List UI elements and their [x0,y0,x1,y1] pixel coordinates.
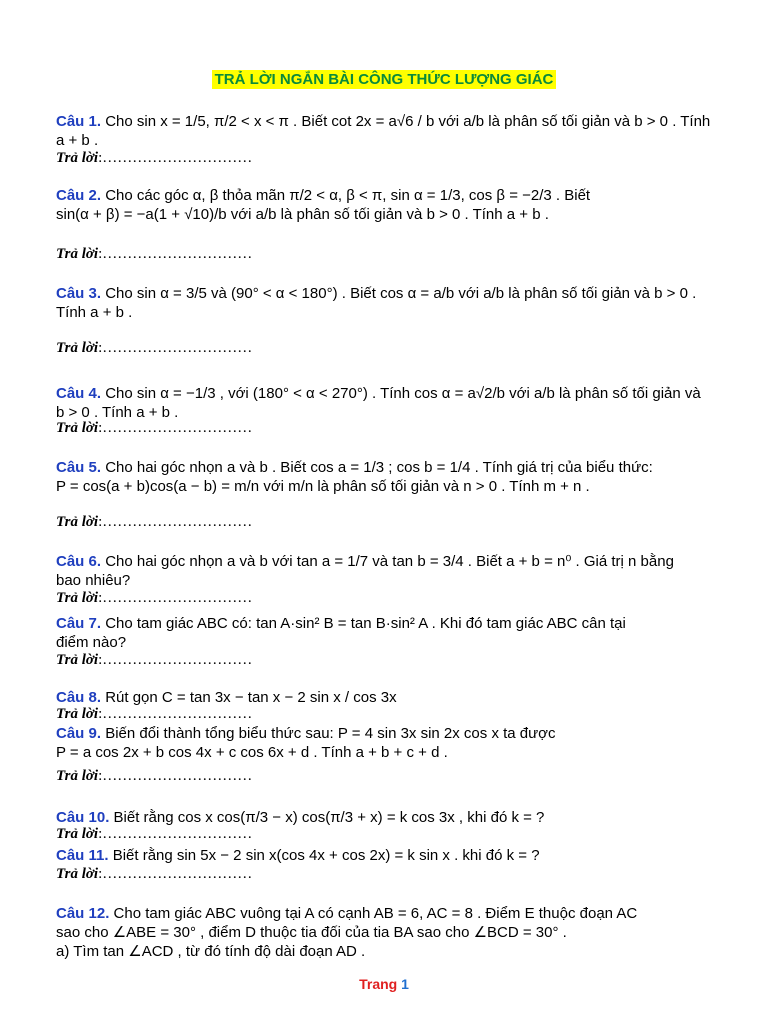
question-label: Câu 4. [56,385,102,402]
question-text-line-1: Biết rằng cos x cos(π/3 − x) cos(π/3 + x) = k cos 3x , khi đó k = ? [113,809,545,826]
question-text-line-2: điểm nào? [56,634,127,651]
question-8 [56,688,716,707]
answer-line-7: Trả lời:………………………… [56,652,253,668]
question-text-line-2: bao nhiêu? [56,572,131,589]
title-wrap [0,70,768,89]
question-text-line-1: Cho các góc α, β thỏa mãn π/2 < α, β < π, sin α = 1/3, cos β = −2/3 . Biết [105,187,591,204]
answer-line-6: Trả lời:………………………… [56,590,253,606]
question-text-line-1: Cho tam giác ABC vuông tại A có cạnh AB = 6, AC = 8 . Điểm E thuộc đoạn AC [113,905,638,922]
answer-line-4: Trả lời:………………………… [56,420,253,436]
answer-line-11: Trả lời:………………………… [56,866,253,882]
question-text-line-1: Biến đổi thành tổng biểu thức sau: P = 4 sin 3x sin 2x cos x ta được [105,725,556,742]
question-text-line-2: Tính a + b . [56,304,133,321]
page-title: TRẢ LỜI NGẮN BÀI CÔNG THỨC LƯỢNG GIÁC [212,70,557,89]
question-label: Câu 9. [56,725,102,742]
footer-page-number: 1 [401,976,409,992]
question-text-line-1: Cho sin α = 3/5 và (90° < α < 180°) . Biết cos α = a/b với a/b là phân số tối giản và b > 0 . [105,285,697,302]
question-1 [56,112,716,150]
question-text-line-3: a) Tìm tan ∠ACD , từ đó tính độ dài đoạn AD . [56,943,366,960]
question-label: Câu 8. [56,689,102,706]
question-text-line-1: Cho hai góc nhọn a và b với tan a = 1/7 và tan b = 3/4 . Biết a + b = n⁰ . Giá trị n bằng [105,553,674,570]
answer-line-2: Trả lời:………………………… [56,246,253,262]
question-3 [56,284,716,322]
footer-word: Trang [359,976,398,992]
question-label: Câu 7. [56,615,102,632]
question-text-line-1: Cho sin α = −1/3 , với (180° < α < 270°) . Tính cos α = a√2/b với a/b là phân số tối giản và [105,385,701,402]
question-7 [56,614,716,652]
question-text-line-2: b > 0 . Tính a + b . [56,404,179,421]
question-6 [56,552,716,590]
page-footer [0,976,768,992]
question-text-line-1: Rút gọn C = tan 3x − tan x − 2 sin x / cos 3x [105,689,397,706]
answer-line-10: Trả lời:………………………… [56,826,253,842]
question-text-line-2: P = a cos 2x + b cos 4x + c cos 6x + d . Tính a + b + c + d . [56,744,448,761]
answer-line-3: Trả lời:………………………… [56,340,253,356]
question-label: Câu 5. [56,459,102,476]
question-text-line-1: Cho tam giác ABC có: tan A·sin² B = tan B·sin² A . Khi đó tam giác ABC cân tại [105,615,626,632]
question-2 [56,186,716,224]
answer-line-8: Trả lời:………………………… [56,706,253,722]
question-label: Câu 6. [56,553,102,570]
question-label: Câu 1. [56,113,102,130]
question-4 [56,384,716,422]
answer-line-5: Trả lời:………………………… [56,514,253,530]
question-label: Câu 11. [56,847,109,864]
answer-line-1: Trả lời:………………………… [56,150,253,166]
answer-line-9: Trả lời:………………………… [56,768,253,784]
question-text-line-1: Cho hai góc nhọn a và b . Biết cos a = 1/3 ; cos b = 1/4 . Tính giá trị của biểu thức: [105,459,653,476]
question-text-line-2: sin(α + β) = −a(1 + √10)/b với a/b là phân số tối giản và b > 0 . Tính a + b . [56,206,549,223]
question-label: Câu 10. [56,809,110,826]
question-10 [56,808,716,827]
question-text-line-1: Biết rằng sin 5x − 2 sin x(cos 4x + cos 2x) = k sin x . khi đó k = ? [112,847,540,864]
question-text-line-2: sao cho ∠ABE = 30° , điểm D thuộc tia đối của tia BA sao cho ∠BCD = 30° . [56,924,567,941]
question-text-line-1: Cho sin x = 1/5, π/2 < x < π . Biết cot 2x = a√6 / b với a/b là phân số tối giản và b > 0 . Tính [105,113,711,130]
question-text-line-2: a + b . [56,132,99,149]
question-12 [56,904,716,961]
question-label: Câu 2. [56,187,102,204]
question-11 [56,846,716,865]
question-9 [56,724,716,762]
question-text-line-2: P = cos(a + b)cos(a − b) = m/n với m/n là phân số tối giản và n > 0 . Tính m + n . [56,478,590,495]
question-label: Câu 3. [56,285,102,302]
question-label: Câu 12. [56,905,110,922]
question-5 [56,458,716,496]
